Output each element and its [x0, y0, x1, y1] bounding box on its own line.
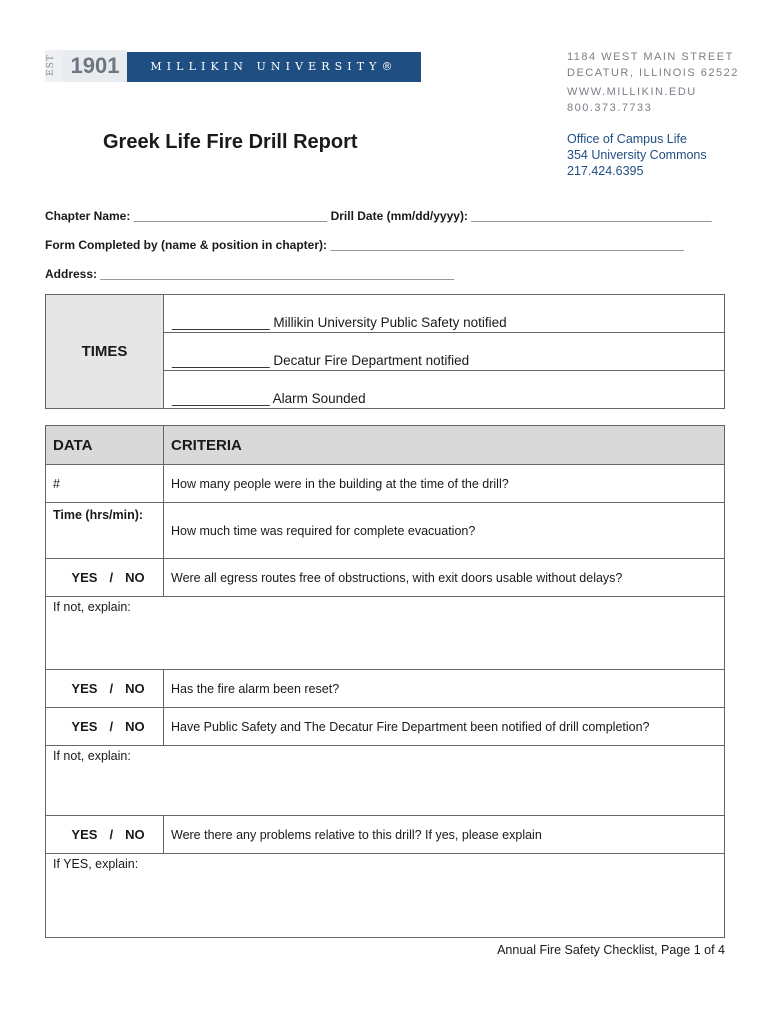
- slash-separator: /: [109, 570, 114, 585]
- reset-yes-no[interactable]: [46, 670, 164, 708]
- header-criteria: CRITERIA: [164, 426, 725, 465]
- completed-by-field[interactable]: Form Completed by (name & position in chapter): _____________________________________________________: [45, 238, 685, 252]
- times-row-fire-department[interactable]: _____________ Decatur Fire Department notified: [164, 333, 724, 371]
- no-option[interactable]: NO: [125, 570, 145, 585]
- address-phone: 800.373.7733: [567, 102, 653, 114]
- yes-option[interactable]: YES: [71, 570, 98, 585]
- times-label: TIMES: [46, 295, 164, 408]
- notified-explain-label: If not, explain:: [53, 749, 131, 763]
- office-name: Office of Campus Life: [567, 132, 687, 146]
- yes-option[interactable]: YES: [71, 681, 98, 696]
- egress-explain-area[interactable]: [46, 597, 725, 670]
- address-street: 1184 WEST MAIN STREET: [567, 51, 734, 63]
- slash-separator: /: [109, 681, 114, 696]
- logo-est-tab: [45, 50, 64, 82]
- drill-data-table: [45, 425, 725, 938]
- header-data: DATA: [46, 426, 164, 465]
- no-option[interactable]: NO: [125, 719, 145, 734]
- time-question: How much time was required for complete evacuation?: [164, 503, 725, 559]
- times-row-alarm[interactable]: _____________ Alarm Sounded: [172, 391, 366, 406]
- egress-question: Were all egress routes free of obstructions, with exit doors usable without delays?: [164, 559, 725, 597]
- logo-year: 1901: [63, 50, 127, 82]
- notified-question: Have Public Safety and The Decatur Fire Department been notified of drill completion?: [164, 708, 725, 746]
- office-phone: 217.424.6395: [567, 164, 644, 178]
- slash-separator: /: [109, 827, 114, 842]
- problems-explain-area[interactable]: [46, 854, 725, 938]
- problems-question: Were there any problems relative to this drill? If yes, please explain: [164, 816, 725, 854]
- yes-option[interactable]: YES: [71, 827, 98, 842]
- egress-yes-no[interactable]: [46, 559, 164, 597]
- no-option[interactable]: NO: [125, 827, 145, 842]
- count-cell[interactable]: #: [46, 465, 164, 503]
- logo-wordmark: MILLIKIN UNIVERSITY®: [127, 52, 421, 82]
- logo-est-text: EST: [45, 54, 56, 76]
- count-question: How many people were in the building at the time of the drill?: [164, 465, 725, 503]
- page-title: Greek Life Fire Drill Report: [103, 131, 358, 153]
- egress-explain-label: If not, explain:: [53, 600, 131, 614]
- office-location: 354 University Commons: [567, 148, 707, 162]
- notified-yes-no[interactable]: [46, 708, 164, 746]
- problems-yes-no[interactable]: [46, 816, 164, 854]
- address-city: DECATUR, ILLINOIS 62522: [567, 67, 739, 79]
- address-field[interactable]: Address: _____________________________________________________: [45, 267, 455, 281]
- address-web: WWW.MILLIKIN.EDU: [567, 86, 697, 98]
- time-cell[interactable]: Time (hrs/min):: [46, 503, 164, 559]
- reset-question: Has the fire alarm been reset?: [164, 670, 725, 708]
- notified-explain-area[interactable]: [46, 746, 725, 816]
- chapter-name-field[interactable]: Chapter Name: _____________________________ Drill Date (mm/dd/yyyy): ____________________________________: [45, 209, 712, 223]
- no-option[interactable]: NO: [125, 681, 145, 696]
- yes-option[interactable]: YES: [71, 719, 98, 734]
- problems-explain-label: If YES, explain:: [53, 857, 139, 871]
- times-row-public-safety[interactable]: _____________ Millikin University Public Safety notified: [164, 295, 724, 333]
- slash-separator: /: [109, 719, 114, 734]
- page-footer: Annual Fire Safety Checklist, Page 1 of 4: [497, 943, 725, 957]
